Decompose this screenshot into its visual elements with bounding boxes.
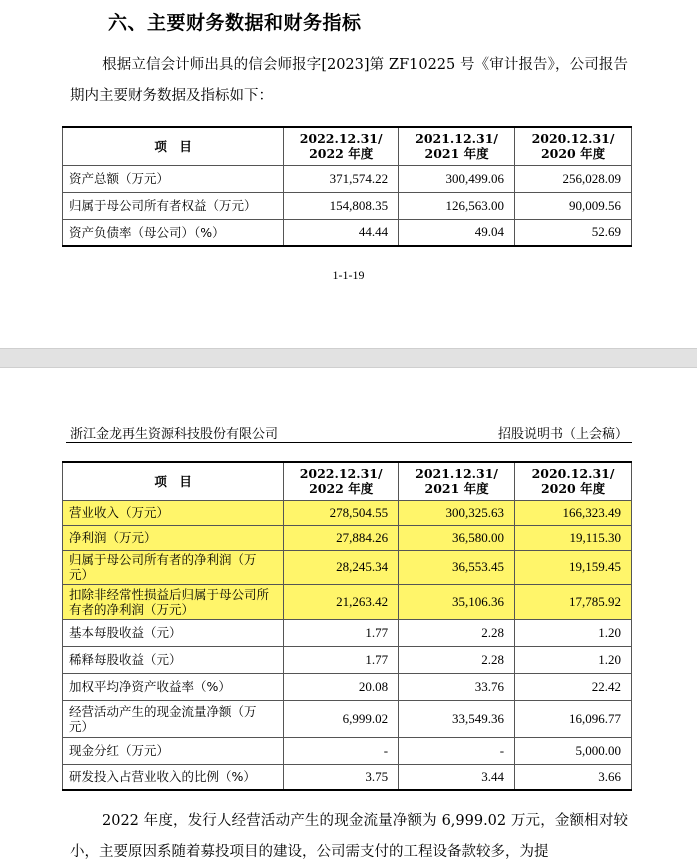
- value-2020: 166,323.49: [515, 500, 632, 525]
- value-2022: 371,574.22: [284, 165, 399, 192]
- financial-table-1: [62, 126, 632, 247]
- value-2021: 300,499.06: [399, 165, 515, 192]
- table-header-row: [63, 462, 632, 500]
- table-row: [63, 673, 632, 700]
- header-2020: 2020.12.31/ 2020 年度: [515, 127, 632, 165]
- value-2020: 19,115.30: [515, 525, 632, 550]
- value-2020: 3.66: [515, 764, 632, 790]
- value-2020: 22.42: [515, 673, 632, 700]
- closing-paragraph: [70, 806, 628, 865]
- row-label: 归属于母公司所有者权益（万元）: [63, 192, 284, 219]
- table-row: [63, 737, 632, 764]
- value-2022: 1.77: [284, 646, 399, 673]
- table-row: [63, 584, 632, 619]
- value-2021: 2.28: [399, 619, 515, 646]
- table-row: [63, 192, 632, 219]
- value-2020: 17,785.92: [515, 584, 632, 619]
- header-item: 项 目: [63, 127, 284, 165]
- row-label: 加权平均净资产收益率（%）: [63, 673, 284, 700]
- value-2022: 6,999.02: [284, 700, 399, 737]
- value-2020: 1.20: [515, 646, 632, 673]
- table-row: [63, 646, 632, 673]
- row-label: 营业收入（万元）: [63, 500, 284, 525]
- header-2021: 2021.12.31/ 2021 年度: [399, 462, 515, 500]
- table-row: [63, 165, 632, 192]
- row-label: 净利润（万元）: [63, 525, 284, 550]
- value-2021: 126,563.00: [399, 192, 515, 219]
- value-2021: 3.44: [399, 764, 515, 790]
- header-rule: [66, 442, 632, 443]
- header-2022: 2022.12.31/ 2022 年度: [284, 127, 399, 165]
- row-label: 基本每股收益（元）: [63, 619, 284, 646]
- value-2022: 44.44: [284, 219, 399, 246]
- table-row: [63, 525, 632, 550]
- page-gap: [0, 348, 697, 368]
- value-2021: 300,325.63: [399, 500, 515, 525]
- table-row: [63, 219, 632, 246]
- value-2020: 16,096.77: [515, 700, 632, 737]
- page-number: 1-1-19: [332, 268, 365, 282]
- value-2021: 33.76: [399, 673, 515, 700]
- value-2022: -: [284, 737, 399, 764]
- value-2020: 52.69: [515, 219, 632, 246]
- value-2022: 278,504.55: [284, 500, 399, 525]
- row-label: 稀释每股收益（元）: [63, 646, 284, 673]
- value-2022: 3.75: [284, 764, 399, 790]
- value-2022: 27,884.26: [284, 525, 399, 550]
- table-row: [63, 619, 632, 646]
- intro-text: 根据立信会计师出具的信会师报字[2023]第 ZF10225 号《审计报告》，公司报告期内主要财务数据及指标如下：: [70, 57, 628, 104]
- value-2022: 20.08: [284, 673, 399, 700]
- value-2020: 5,000.00: [515, 737, 632, 764]
- header-2022: 2022.12.31/ 2022 年度: [284, 462, 399, 500]
- value-2021: 35,106.36: [399, 584, 515, 619]
- value-2021: 36,553.45: [399, 550, 515, 584]
- section-heading: 六、主要财务数据和财务指标: [108, 12, 362, 34]
- row-label: 归属于母公司所有者的净利润（万元）: [63, 550, 284, 584]
- value-2022: 154,808.35: [284, 192, 399, 219]
- value-2021: 2.28: [399, 646, 515, 673]
- closing-text: 2022 年度，发行人经营活动产生的现金流量净额为 6,999.02 万元，金额相对较小，主要原因系随着募投项目的建设，公司需支付的工程设备款较多，为提: [70, 813, 628, 860]
- header-2020: 2020.12.31/ 2020 年度: [515, 462, 632, 500]
- row-label: 资产总额（万元）: [63, 165, 284, 192]
- value-2021: 33,549.36: [399, 700, 515, 737]
- row-label: 资产负债率（母公司）（%）: [63, 219, 284, 246]
- document-type: 招股说明书（上会稿）: [497, 427, 628, 442]
- header-2021: 2021.12.31/ 2021 年度: [399, 127, 515, 165]
- table-row: [63, 550, 632, 584]
- value-2022: 21,263.42: [284, 584, 399, 619]
- financial-table-2: [62, 461, 632, 791]
- intro-paragraph: [70, 50, 628, 112]
- table-row: [63, 500, 632, 525]
- header-item: 项 目: [63, 462, 284, 500]
- row-label: 现金分红（万元）: [63, 737, 284, 764]
- table-header-row: [63, 127, 632, 165]
- value-2021: 49.04: [399, 219, 515, 246]
- value-2020: 1.20: [515, 619, 632, 646]
- value-2020: 19,159.45: [515, 550, 632, 584]
- value-2021: -: [399, 737, 515, 764]
- table-row: [63, 700, 632, 737]
- row-label: 研发投入占营业收入的比例（%）: [63, 764, 284, 790]
- table-row: [63, 764, 632, 790]
- row-label: 经营活动产生的现金流量净额（万元）: [63, 700, 284, 737]
- row-label: 扣除非经常性损益后归属于母公司所有者的净利润（万元）: [63, 584, 284, 619]
- value-2021: 36,580.00: [399, 525, 515, 550]
- value-2020: 256,028.09: [515, 165, 632, 192]
- value-2020: 90,009.56: [515, 192, 632, 219]
- value-2022: 1.77: [284, 619, 399, 646]
- company-name: 浙江金龙再生资源科技股份有限公司: [70, 427, 279, 442]
- value-2022: 28,245.34: [284, 550, 399, 584]
